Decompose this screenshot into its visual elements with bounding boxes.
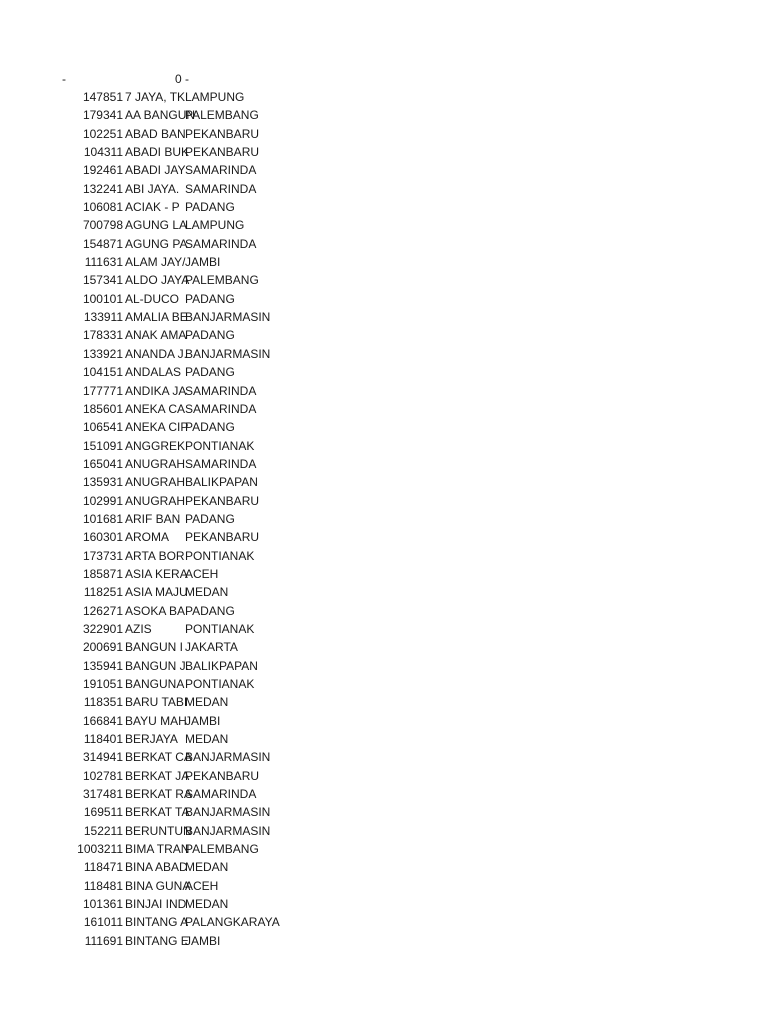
- customer-name: ABADI BUK: [125, 145, 190, 160]
- customer-city: PEKANBARU: [185, 145, 260, 160]
- customer-city: MEDAN: [185, 732, 229, 747]
- customer-city: MEDAN: [185, 897, 229, 912]
- customer-code: 191051: [82, 677, 123, 691]
- table-row: [0, 401, 768, 419]
- customer-code: 192461: [82, 163, 123, 178]
- customer-city: SAMARINDA: [185, 401, 257, 416]
- table-row: [0, 933, 768, 951]
- customer-code: 1003211: [77, 842, 123, 857]
- customer-code: 165041: [82, 456, 123, 471]
- customer-name: ANDIKA JA: [125, 383, 187, 398]
- customer-code: 185871: [82, 566, 123, 581]
- customer-name: BANGUN I: [125, 640, 184, 655]
- customer-city: PALANGKARAYA: [185, 915, 280, 930]
- customer-city: PEKANBARU: [185, 768, 260, 783]
- customer-list: [0, 89, 768, 951]
- customer-code: 104311: [83, 145, 123, 160]
- customer-city: PADANG: [185, 420, 235, 435]
- customer-name: BERKAT JA: [125, 768, 190, 783]
- customer-name: AL-DUCO: [125, 291, 180, 306]
- table-row: [0, 327, 768, 345]
- customer-code: 161011: [83, 915, 123, 930]
- customer-city: PADANG: [185, 511, 235, 526]
- table-row: [0, 859, 768, 877]
- customer-name: BINTANG E: [125, 933, 189, 948]
- table-row: [0, 548, 768, 566]
- customer-code: 111631: [84, 255, 123, 270]
- customer-name: ANGGREK: [125, 438, 186, 453]
- customer-city: PALEMBANG: [185, 273, 259, 288]
- table-row: [0, 658, 768, 676]
- customer-city: ACEH: [185, 566, 219, 581]
- customer-name: ANUGRAH: [125, 475, 186, 490]
- customer-city: PEKANBARU: [185, 530, 260, 545]
- table-row: [0, 603, 768, 621]
- customer-code: 151091: [82, 438, 123, 453]
- customer-city: PONTIANAK: [185, 438, 255, 453]
- customer-code: 118471: [83, 860, 123, 875]
- customer-code: 126271: [82, 603, 123, 618]
- customer-name: ASIA MAJU: [125, 585, 188, 600]
- customer-code: 111691: [84, 933, 123, 948]
- customer-city: ACEH: [185, 878, 219, 893]
- customer-name: ANAK AMA: [125, 328, 187, 343]
- table-row: [0, 878, 768, 896]
- customer-name: AA BANGUN: [125, 108, 196, 123]
- customer-city: BANJARMASIN: [185, 310, 271, 325]
- customer-name: ABADI JAY: [125, 163, 186, 178]
- customer-name: BIMA TRAN: [125, 842, 190, 857]
- customer-name: BINA ABAD: [125, 860, 188, 875]
- customer-code: 106541: [82, 420, 123, 435]
- customer-code: 700798: [82, 218, 123, 233]
- customer-name: ARIF BAN: [125, 511, 181, 526]
- table-row: [0, 511, 768, 529]
- customer-city: MEDAN: [185, 695, 229, 710]
- customer-code: 118401: [83, 732, 123, 747]
- table-row: [0, 272, 768, 290]
- table-row: [0, 566, 768, 584]
- customer-name: AGUNG LA: [125, 218, 188, 233]
- table-row: [0, 456, 768, 474]
- customer-name: BINA GUNA: [125, 878, 191, 893]
- customer-code: 118251: [83, 585, 123, 600]
- customer-name: BANGUN J.: [125, 658, 190, 673]
- customer-city: PALEMBANG: [185, 108, 259, 123]
- customer-code: 135941: [82, 658, 123, 673]
- customer-city: PONTIANAK: [185, 548, 255, 563]
- customer-name: ANEKA CIP: [125, 420, 189, 435]
- customer-name: ALAM JAY/: [125, 255, 186, 270]
- header-dash: -: [62, 72, 66, 86]
- table-row: [0, 309, 768, 327]
- header-zero: 0 -: [175, 72, 190, 86]
- customer-city: PONTIANAK: [185, 677, 255, 691]
- customer-city: SAMARINDA: [185, 236, 257, 251]
- table-row: [0, 914, 768, 932]
- customer-city: LAMPUNG: [185, 218, 245, 233]
- customer-name: AMALIA BE: [125, 310, 188, 325]
- customer-city: PONTIANAK: [185, 621, 255, 636]
- customer-city: SAMARINDA: [185, 181, 257, 196]
- customer-city: PADANG: [185, 603, 235, 618]
- customer-code: 102251: [82, 126, 123, 141]
- table-row: [0, 107, 768, 125]
- customer-name: BINJAI IND: [125, 897, 187, 912]
- table-row: [0, 126, 768, 144]
- customer-city: BANJARMASIN: [185, 750, 271, 765]
- customer-code: 133911: [83, 310, 123, 325]
- table-row: [0, 199, 768, 217]
- customer-code: 166841: [82, 713, 123, 728]
- customer-code: 173731: [82, 548, 123, 563]
- customer-code: 317481: [82, 787, 123, 802]
- table-row: [0, 713, 768, 731]
- customer-code: 160301: [82, 530, 123, 545]
- customer-code: 101361: [82, 897, 123, 912]
- table-row: [0, 493, 768, 511]
- table-row: [0, 841, 768, 859]
- customer-code: 322901: [82, 621, 123, 636]
- customer-code: 118481: [83, 878, 123, 893]
- customer-name: AZIS: [125, 621, 152, 636]
- customer-code: 314941: [82, 750, 123, 765]
- customer-code: 133921: [82, 346, 123, 361]
- table-row: [0, 438, 768, 456]
- customer-city: PEKANBARU: [185, 126, 260, 141]
- table-row: [0, 731, 768, 749]
- customer-city: PADANG: [185, 328, 235, 343]
- customer-name: ASOKA BA: [125, 603, 186, 618]
- table-row: [0, 419, 768, 437]
- customer-city: SAMARINDA: [185, 787, 257, 802]
- table-row: [0, 181, 768, 199]
- customer-city: JAKARTA: [185, 640, 238, 655]
- customer-name: ANUGRAH: [125, 493, 186, 508]
- customer-city: BANJARMASIN: [185, 346, 271, 361]
- customer-name: AGUNG PA: [125, 236, 188, 251]
- table-row: [0, 676, 768, 694]
- table-row: [0, 236, 768, 254]
- customer-code: 152211: [83, 823, 123, 838]
- customer-name: ANANDA J.: [125, 346, 188, 361]
- customer-name: BINTANG A: [125, 915, 189, 930]
- customer-code: 135931: [82, 475, 123, 490]
- customer-city: MEDAN: [185, 585, 229, 600]
- table-row: [0, 804, 768, 822]
- customer-city: PADANG: [185, 365, 235, 380]
- customer-city: JAMBI: [185, 933, 221, 948]
- customer-code: 157341: [82, 273, 123, 288]
- table-row: [0, 162, 768, 180]
- customer-name: ASIA KERA: [125, 566, 188, 581]
- customer-code: 178331: [82, 328, 123, 343]
- customer-city: MEDAN: [185, 860, 229, 875]
- customer-city: JAMBI: [185, 713, 221, 728]
- table-row: [0, 291, 768, 309]
- table-row: [0, 383, 768, 401]
- customer-code: 132241: [82, 181, 123, 196]
- customer-name: AROMA: [125, 530, 170, 545]
- customer-name: BARU TABI: [125, 695, 188, 710]
- customer-city: SAMARINDA: [185, 456, 257, 471]
- customer-name: ARTA BOR: [125, 548, 185, 563]
- customer-city: JAMBI: [185, 255, 221, 270]
- table-row: [0, 786, 768, 804]
- customer-name: 7 JAYA, TK: [125, 90, 186, 104]
- customer-name: BERKAT TA: [125, 805, 190, 820]
- customer-city: PEKANBARU: [185, 493, 260, 508]
- customer-name: BERKAT CA: [125, 750, 192, 765]
- customer-name: BERKAT RA: [125, 787, 192, 802]
- customer-city: BALIKPAPAN: [185, 475, 258, 490]
- customer-city: BANJARMASIN: [185, 823, 271, 838]
- table-row: [0, 896, 768, 914]
- customer-name: BERJAYA: [125, 732, 178, 747]
- table-row: [0, 768, 768, 786]
- table-row: [0, 364, 768, 382]
- customer-name: BANGUNA: [125, 677, 185, 691]
- customer-name: ABAD BAN: [125, 126, 186, 141]
- table-row: [0, 694, 768, 712]
- customer-name: ANEKA CA: [125, 401, 186, 416]
- customer-code: 104151: [82, 365, 123, 380]
- table-row: [0, 823, 768, 841]
- customer-code: 200691: [82, 640, 123, 655]
- table-row: [0, 621, 768, 639]
- customer-city: PADANG: [185, 200, 235, 215]
- customer-name: ANUGRAH: [125, 456, 186, 471]
- customer-name: ACIAK - P: [125, 200, 180, 215]
- table-row: [0, 529, 768, 547]
- customer-name: BAYU MAH: [125, 713, 187, 728]
- customer-name: ALDO JAYA: [125, 273, 190, 288]
- customer-city: SAMARINDA: [185, 383, 257, 398]
- table-row: [0, 217, 768, 235]
- customer-code: 177771: [82, 383, 123, 398]
- header-row: [0, 71, 768, 87]
- customer-city: SAMARINDA: [185, 163, 257, 178]
- table-row: [0, 474, 768, 492]
- table-row: [0, 144, 768, 162]
- customer-code: 106081: [82, 200, 123, 215]
- customer-code: 118351: [83, 695, 123, 710]
- customer-code: 147851: [82, 90, 123, 104]
- table-row: [0, 584, 768, 602]
- customer-city: PADANG: [185, 291, 235, 306]
- customer-city: BANJARMASIN: [185, 805, 271, 820]
- customer-code: 102781: [82, 768, 123, 783]
- customer-city: PALEMBANG: [185, 842, 259, 857]
- table-row: [0, 749, 768, 767]
- customer-code: 154871: [82, 236, 123, 251]
- customer-city: LAMPUNG: [185, 90, 245, 104]
- table-row: [0, 254, 768, 272]
- customer-code: 100101: [82, 291, 123, 306]
- customer-code: 179341: [82, 108, 123, 123]
- customer-city: BALIKPAPAN: [185, 658, 258, 673]
- customer-code: 169511: [83, 805, 123, 820]
- table-row: [0, 89, 768, 107]
- table-row: [0, 346, 768, 364]
- table-row: [0, 639, 768, 657]
- customer-code: 101681: [82, 511, 123, 526]
- customer-code: 102991: [82, 493, 123, 508]
- customer-name: ABI JAYA.: [125, 181, 180, 196]
- customer-code: 185601: [82, 401, 123, 416]
- customer-name: BERUNTUN: [125, 823, 192, 838]
- customer-name: ANDALAS: [125, 365, 182, 380]
